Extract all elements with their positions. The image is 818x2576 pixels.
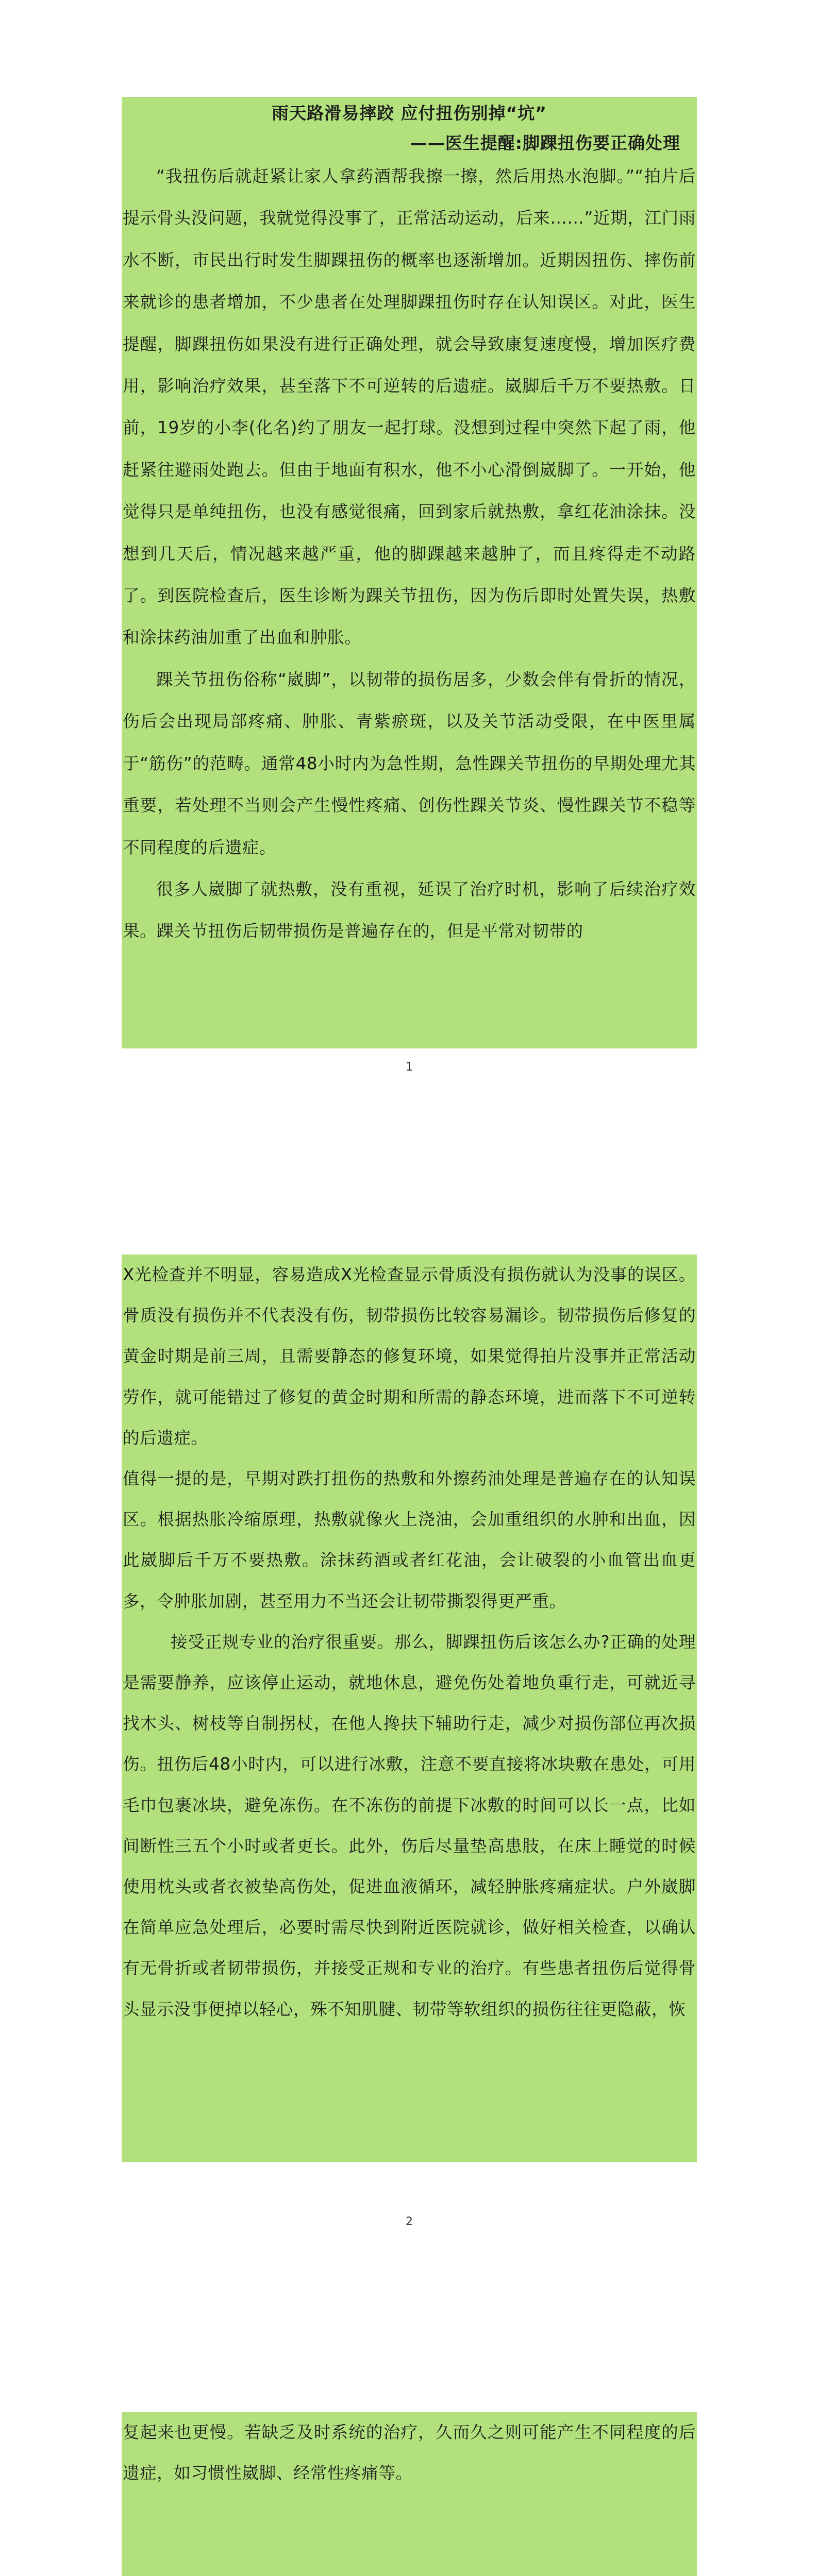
page-number: 1 <box>406 1061 413 1074</box>
page-number: 2 <box>406 2215 413 2228</box>
article-title: 雨天路滑易摔跤 应付扭伤别掉“坑” <box>272 103 547 123</box>
page-2-content <box>122 1255 697 2162</box>
paragraph: 复起来也更慢。若缺乏及时系统的治疗，久而久之则可能产生不同程度的后遗症，如习惯性崴脚、经常性疼痛等。 <box>123 2422 696 2483</box>
page-1-content <box>122 97 697 1048</box>
article-subtitle: ——医生提醒:脚踝扭伤要正确处理 <box>410 133 680 153</box>
paragraph: 踝关节扭伤俗称“崴脚”，以韧带的损伤居多，少数会伴有骨折的情况，伤后会出现局部疼痛、肿胀、青紫瘀斑，以及关节活动受限，在中医里属于“筋伤”的范畴。通常48小时内为急性期，急性踝关节扭伤的早期处理尤其重要，若处理不当则会产生慢性疼痛、创伤性踝关节炎、慢性踝关节不稳等不同程度的后遗症。 <box>123 669 696 857</box>
page-3-content <box>122 2412 697 2576</box>
paragraph: 很多人崴脚了就热敷，没有重视，延误了治疗时机，影响了后续治疗效果。踝关节扭伤后韧带损伤是普遍存在的，但是平常对韧带的 <box>123 879 696 941</box>
paragraph: X光检查并不明显，容易造成X光检查显示骨质没有损伤就认为没事的误区。骨质没有损伤并不代表没有伤，韧带损伤比较容易漏诊。韧带损伤后修复的黄金时期是前三周，且需要静态的修复环境，如果觉得拍片没事并正常活动劳作，就可能错过了修复的黄金时期和所需的静态环境，进而落下不可逆转的后遗症。 <box>123 1265 696 1448</box>
paragraph: 值得一提的是，早期对跌打扭伤的热敷和外擦药油处理是普遍存在的认知误区。根据热胀冷缩原理，热敷就像火上浇油，会加重组织的水肿和出血，因此崴脚后千万不要热敷。涂抹药酒或者红花油，会让破裂的小血管出血更多，令肿胀加剧，甚至用力不当还会让韧带撕裂得更严重。 <box>123 1469 696 1611</box>
paragraph: “我扭伤后就赶紧让家人拿药酒帮我擦一擦，然后用热水泡脚。”“拍片后提示骨头没问题，我就觉得没事了，正常活动运动，后来……”近期，江门雨水不断，市民出行时发生脚踝扭伤的概率也逐渐增加。近期因扭伤、摔伤前来就诊的患者增加，不少患者在处理脚踝扭伤时存在认知误区。对此，医生提醒，脚踝扭伤如果没有进行正确处理，就会导致康复速度慢，增加医疗费用，影响治疗效果，甚至落下不可逆转的后遗症。崴脚后千万不要热敷。日前，19岁的小李(化名)约了朋友一起打球。没想到过程中突然下起了雨，他赶紧往避雨处跑去。但由于地面有积水，他不小心滑倒崴脚了。一开始，他觉得只是单纯扭伤，也没有感觉很痛，回到家后就热敷，拿红花油涂抹。没想到几天后，情况越来越严重，他的脚踝越来越肿了，而且疼得走不动路了。到医院检查后，医生诊断为踝关节扭伤，因为伤后即时处置失误，热敷和涂抹药油加重了出血和肿胀。 <box>123 166 696 648</box>
paragraph: 接受正规专业的治疗很重要。那么，脚踝扭伤后该怎么办?正确的处理是需要静养，应该停止运动，就地休息，避免伤处着地负重行走，可就近寻找木头、树枝等自制拐杖，在他人搀扶下辅助行走，减少对损伤部位再次损伤。扭伤后48小时内，可以进行冰敷，注意不要直接将冰块敷在患处，可用毛巾包裹冰块，避免冻伤。在不冻伤的前提下冰敷的时间可以长一点，比如间断性三五个小时或者更长。此外，伤后尽量垫高患肢，在床上睡觉的时候使用枕头或者衣被垫高伤处，促进血液循环，减轻肿胀疼痛症状。户外崴脚在简单应急处理后，必要时需尽快到附近医院就诊，做好相关检查，以确认有无骨折或者韧带损伤，并接受正规和专业的治疗。有些患者扭伤后觉得骨头显示没事便掉以轻心，殊不知肌腱、韧带等软组织的损伤往往更隐蔽，恢 <box>123 1632 696 2019</box>
